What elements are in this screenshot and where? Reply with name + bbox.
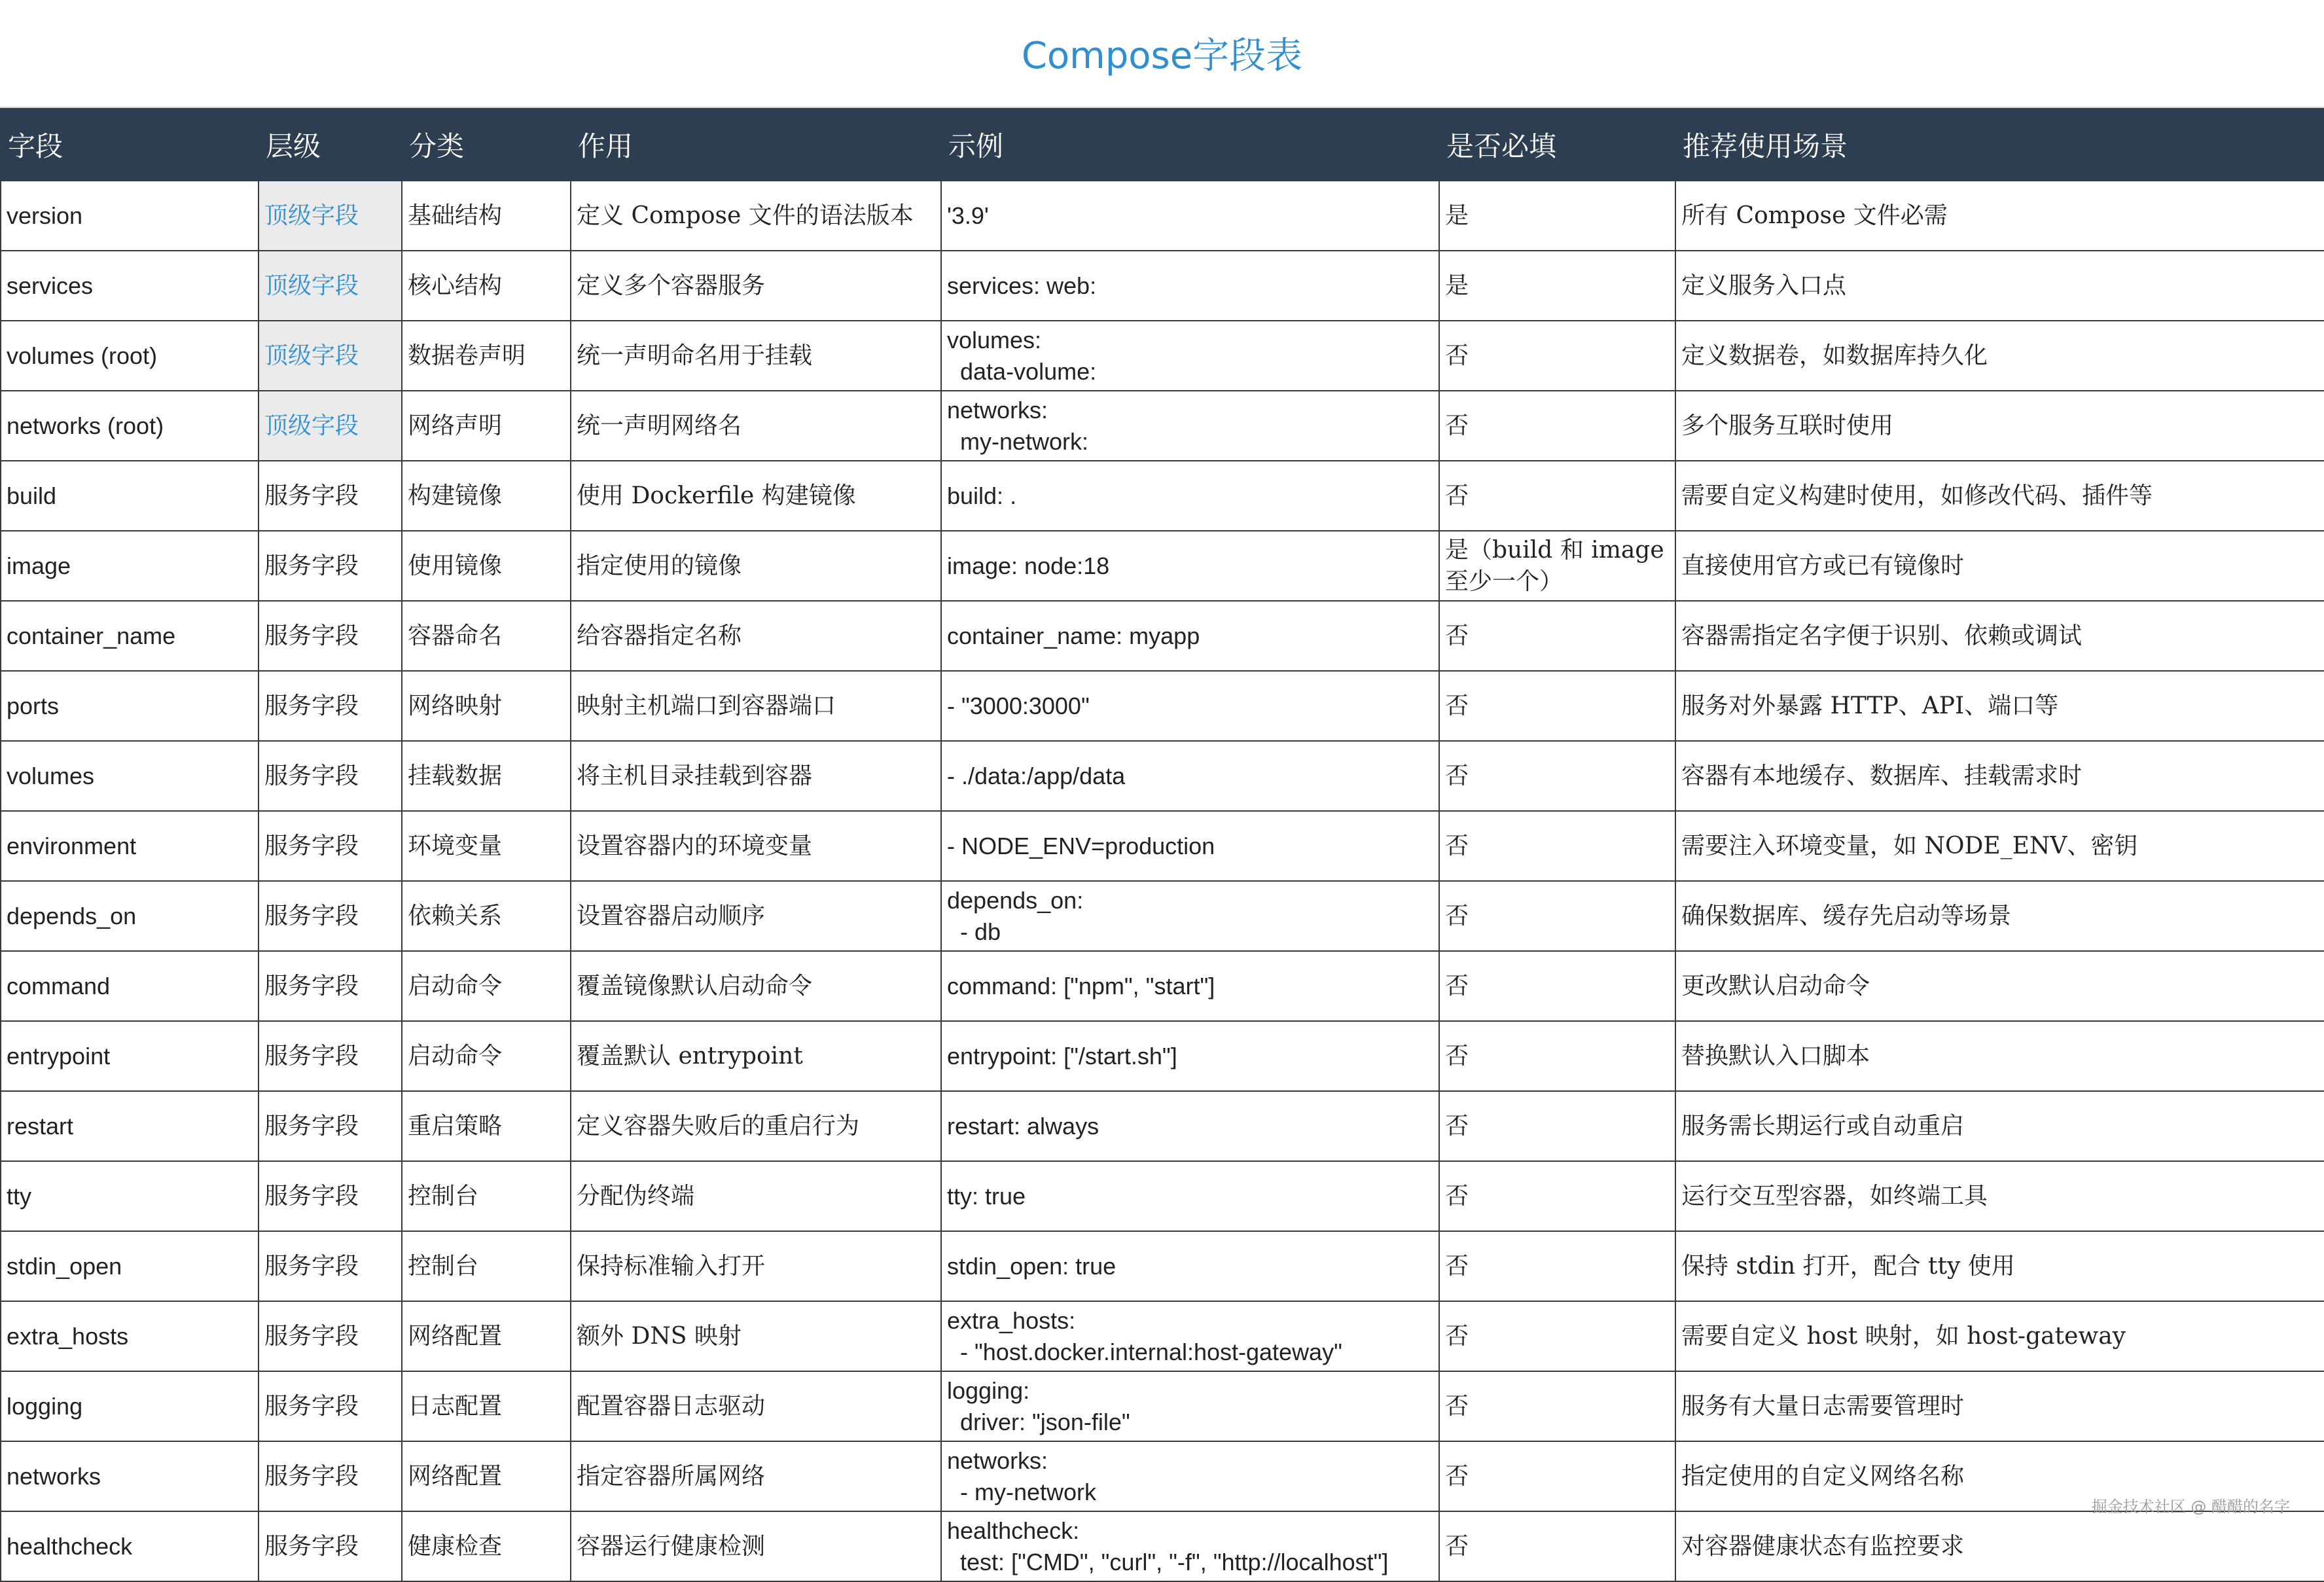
field-cell: image <box>1 531 259 601</box>
field-cell: restart <box>1 1091 259 1161</box>
level-cell: 服务字段 <box>259 1021 402 1091</box>
table-row <box>1 1021 2324 1091</box>
required-cell: 是（build 和 image 至少一个） <box>1439 531 1675 601</box>
scenario-cell: 多个服务互联时使用 <box>1675 391 2324 461</box>
required-cell: 否 <box>1439 1301 1675 1371</box>
level-cell: 服务字段 <box>259 671 402 741</box>
header-example: 示例 <box>941 109 1439 181</box>
scenario-cell: 服务有大量日志需要管理时 <box>1675 1371 2324 1441</box>
category-cell: 构建镜像 <box>402 461 571 531</box>
level-cell: 顶级字段 <box>259 251 402 321</box>
example-cell: - ./data:/app/data <box>941 741 1439 811</box>
purpose-cell: 容器运行健康检测 <box>571 1511 941 1581</box>
field-cell: networks <box>1 1441 259 1511</box>
category-cell: 挂载数据 <box>402 741 571 811</box>
field-cell: depends_on <box>1 881 259 951</box>
scenario-cell: 运行交互型容器，如终端工具 <box>1675 1161 2324 1231</box>
category-cell: 日志配置 <box>402 1371 571 1441</box>
purpose-cell: 覆盖镜像默认启动命令 <box>571 951 941 1021</box>
category-cell: 控制台 <box>402 1161 571 1231</box>
level-cell: 服务字段 <box>259 1511 402 1581</box>
field-cell: command <box>1 951 259 1021</box>
table-row <box>1 1231 2324 1301</box>
field-cell: stdin_open <box>1 1231 259 1301</box>
example-cell: networks: my-network: <box>941 391 1439 461</box>
page-title: Compose字段表 <box>0 0 2324 108</box>
purpose-cell: 覆盖默认 entrypoint <box>571 1021 941 1091</box>
example-cell: volumes: data-volume: <box>941 321 1439 391</box>
purpose-cell: 指定容器所属网络 <box>571 1441 941 1511</box>
field-cell: entrypoint <box>1 1021 259 1091</box>
level-cell: 服务字段 <box>259 1231 402 1301</box>
category-cell: 依赖关系 <box>402 881 571 951</box>
table-row <box>1 811 2324 881</box>
header-level: 层级 <box>259 109 402 181</box>
example-cell: build: . <box>941 461 1439 531</box>
field-cell: container_name <box>1 601 259 671</box>
header-purpose: 作用 <box>571 109 941 181</box>
example-cell: tty: true <box>941 1161 1439 1231</box>
table-row <box>1 601 2324 671</box>
category-cell: 启动命令 <box>402 1021 571 1091</box>
scenario-cell: 定义数据卷，如数据库持久化 <box>1675 321 2324 391</box>
example-cell: networks: - my-network <box>941 1441 1439 1511</box>
required-cell: 否 <box>1439 321 1675 391</box>
example-cell: entrypoint: ["/start.sh"] <box>941 1021 1439 1091</box>
level-cell: 服务字段 <box>259 1371 402 1441</box>
level-cell: 服务字段 <box>259 741 402 811</box>
field-cell: logging <box>1 1371 259 1441</box>
required-cell: 否 <box>1439 951 1675 1021</box>
scenario-cell: 容器有本地缓存、数据库、挂载需求时 <box>1675 741 2324 811</box>
header-category: 分类 <box>402 109 571 181</box>
category-cell: 核心结构 <box>402 251 571 321</box>
category-cell: 健康检查 <box>402 1511 571 1581</box>
table-row <box>1 321 2324 391</box>
table-row <box>1 461 2324 531</box>
scenario-cell: 需要注入环境变量，如 NODE_ENV、密钥 <box>1675 811 2324 881</box>
field-cell: healthcheck <box>1 1511 259 1581</box>
required-cell: 否 <box>1439 1161 1675 1231</box>
table-row <box>1 1371 2324 1441</box>
category-cell: 数据卷声明 <box>402 321 571 391</box>
example-cell: '3.9' <box>941 181 1439 251</box>
required-cell: 否 <box>1439 741 1675 811</box>
category-cell: 网络配置 <box>402 1441 571 1511</box>
level-cell: 服务字段 <box>259 951 402 1021</box>
required-cell: 否 <box>1439 1441 1675 1511</box>
example-cell: services: web: <box>941 251 1439 321</box>
header-required: 是否必填 <box>1439 109 1675 181</box>
example-cell: extra_hosts: - "host.docker.internal:host-gateway" <box>941 1301 1439 1371</box>
scenario-cell: 指定使用的自定义网络名称 <box>1675 1441 2324 1511</box>
required-cell: 否 <box>1439 671 1675 741</box>
field-cell: version <box>1 181 259 251</box>
field-cell: ports <box>1 671 259 741</box>
scenario-cell: 保持 stdin 打开，配合 tty 使用 <box>1675 1231 2324 1301</box>
purpose-cell: 定义多个容器服务 <box>571 251 941 321</box>
purpose-cell: 设置容器内的环境变量 <box>571 811 941 881</box>
table-row <box>1 881 2324 951</box>
level-cell: 服务字段 <box>259 1301 402 1371</box>
field-cell: volumes (root) <box>1 321 259 391</box>
scenario-cell: 确保数据库、缓存先启动等场景 <box>1675 881 2324 951</box>
scenario-cell: 服务需长期运行或自动重启 <box>1675 1091 2324 1161</box>
purpose-cell: 指定使用的镜像 <box>571 531 941 601</box>
category-cell: 控制台 <box>402 1231 571 1301</box>
purpose-cell: 额外 DNS 映射 <box>571 1301 941 1371</box>
purpose-cell: 映射主机端口到容器端口 <box>571 671 941 741</box>
example-cell: restart: always <box>941 1091 1439 1161</box>
field-cell: services <box>1 251 259 321</box>
level-cell: 服务字段 <box>259 1091 402 1161</box>
level-cell: 服务字段 <box>259 1161 402 1231</box>
category-cell: 环境变量 <box>402 811 571 881</box>
required-cell: 否 <box>1439 1371 1675 1441</box>
required-cell: 是 <box>1439 181 1675 251</box>
table-row <box>1 391 2324 461</box>
table-row <box>1 951 2324 1021</box>
example-cell: - NODE_ENV=production <box>941 811 1439 881</box>
header-field: 字段 <box>1 109 259 181</box>
purpose-cell: 配置容器日志驱动 <box>571 1371 941 1441</box>
purpose-cell: 保持标准输入打开 <box>571 1231 941 1301</box>
purpose-cell: 定义容器失败后的重启行为 <box>571 1091 941 1161</box>
scenario-cell: 需要自定义 host 映射，如 host-gateway <box>1675 1301 2324 1371</box>
required-cell: 否 <box>1439 601 1675 671</box>
example-cell: image: node:18 <box>941 531 1439 601</box>
table-row <box>1 1511 2324 1581</box>
example-cell: container_name: myapp <box>941 601 1439 671</box>
level-cell: 服务字段 <box>259 531 402 601</box>
level-cell: 服务字段 <box>259 881 402 951</box>
level-cell: 服务字段 <box>259 461 402 531</box>
example-cell: command: ["npm", "start"] <box>941 951 1439 1021</box>
required-cell: 否 <box>1439 1231 1675 1301</box>
required-cell: 否 <box>1439 391 1675 461</box>
purpose-cell: 统一声明命名用于挂载 <box>571 321 941 391</box>
required-cell: 是 <box>1439 251 1675 321</box>
scenario-cell: 定义服务入口点 <box>1675 251 2324 321</box>
table-row <box>1 181 2324 251</box>
purpose-cell: 将主机目录挂载到容器 <box>571 741 941 811</box>
level-cell: 顶级字段 <box>259 321 402 391</box>
category-cell: 容器命名 <box>402 601 571 671</box>
field-cell: extra_hosts <box>1 1301 259 1371</box>
required-cell: 否 <box>1439 1511 1675 1581</box>
required-cell: 否 <box>1439 811 1675 881</box>
purpose-cell: 使用 Dockerfile 构建镜像 <box>571 461 941 531</box>
example-cell: depends_on: - db <box>941 881 1439 951</box>
field-cell: volumes <box>1 741 259 811</box>
table-row <box>1 1161 2324 1231</box>
purpose-cell: 设置容器启动顺序 <box>571 881 941 951</box>
watermark: 掘金技术社区 @ 醋醋的名字 <box>2092 1494 2290 1517</box>
scenario-cell: 容器需指定名字便于识别、依赖或调试 <box>1675 601 2324 671</box>
scenario-cell: 需要自定义构建时使用，如修改代码、插件等 <box>1675 461 2324 531</box>
table-row <box>1 531 2324 601</box>
category-cell: 启动命令 <box>402 951 571 1021</box>
category-cell: 基础结构 <box>402 181 571 251</box>
field-cell: environment <box>1 811 259 881</box>
level-cell: 服务字段 <box>259 811 402 881</box>
category-cell: 网络声明 <box>402 391 571 461</box>
level-cell: 顶级字段 <box>259 181 402 251</box>
category-cell: 网络配置 <box>402 1301 571 1371</box>
level-cell: 服务字段 <box>259 601 402 671</box>
category-cell: 网络映射 <box>402 671 571 741</box>
required-cell: 否 <box>1439 1091 1675 1161</box>
category-cell: 重启策略 <box>402 1091 571 1161</box>
scenario-cell: 所有 Compose 文件必需 <box>1675 181 2324 251</box>
category-cell: 使用镜像 <box>402 531 571 601</box>
table-row <box>1 671 2324 741</box>
table-row <box>1 251 2324 321</box>
table-row <box>1 1301 2324 1371</box>
scenario-cell: 替换默认入口脚本 <box>1675 1021 2324 1091</box>
example-cell: stdin_open: true <box>941 1231 1439 1301</box>
field-cell: networks (root) <box>1 391 259 461</box>
required-cell: 否 <box>1439 881 1675 951</box>
purpose-cell: 统一声明网络名 <box>571 391 941 461</box>
purpose-cell: 给容器指定名称 <box>571 601 941 671</box>
example-cell: - "3000:3000" <box>941 671 1439 741</box>
header-scenario: 推荐使用场景 <box>1675 109 2324 181</box>
compose-fields-table <box>0 108 2324 1582</box>
scenario-cell: 更改默认启动命令 <box>1675 951 2324 1021</box>
purpose-cell: 分配伪终端 <box>571 1161 941 1231</box>
required-cell: 否 <box>1439 461 1675 531</box>
example-cell: logging: driver: "json-file" <box>941 1371 1439 1441</box>
table-row <box>1 1091 2324 1161</box>
table-row <box>1 1441 2324 1511</box>
level-cell: 顶级字段 <box>259 391 402 461</box>
field-cell: build <box>1 461 259 531</box>
scenario-cell: 对容器健康状态有监控要求 <box>1675 1511 2324 1581</box>
purpose-cell: 定义 Compose 文件的语法版本 <box>571 181 941 251</box>
required-cell: 否 <box>1439 1021 1675 1091</box>
table-row <box>1 741 2324 811</box>
level-cell: 服务字段 <box>259 1441 402 1511</box>
field-cell: tty <box>1 1161 259 1231</box>
scenario-cell: 服务对外暴露 HTTP、API、端口等 <box>1675 671 2324 741</box>
header-row <box>1 109 2324 181</box>
scenario-cell: 直接使用官方或已有镜像时 <box>1675 531 2324 601</box>
example-cell: healthcheck: test: ["CMD", "curl", "-f", "http://localhost"] <box>941 1511 1439 1581</box>
